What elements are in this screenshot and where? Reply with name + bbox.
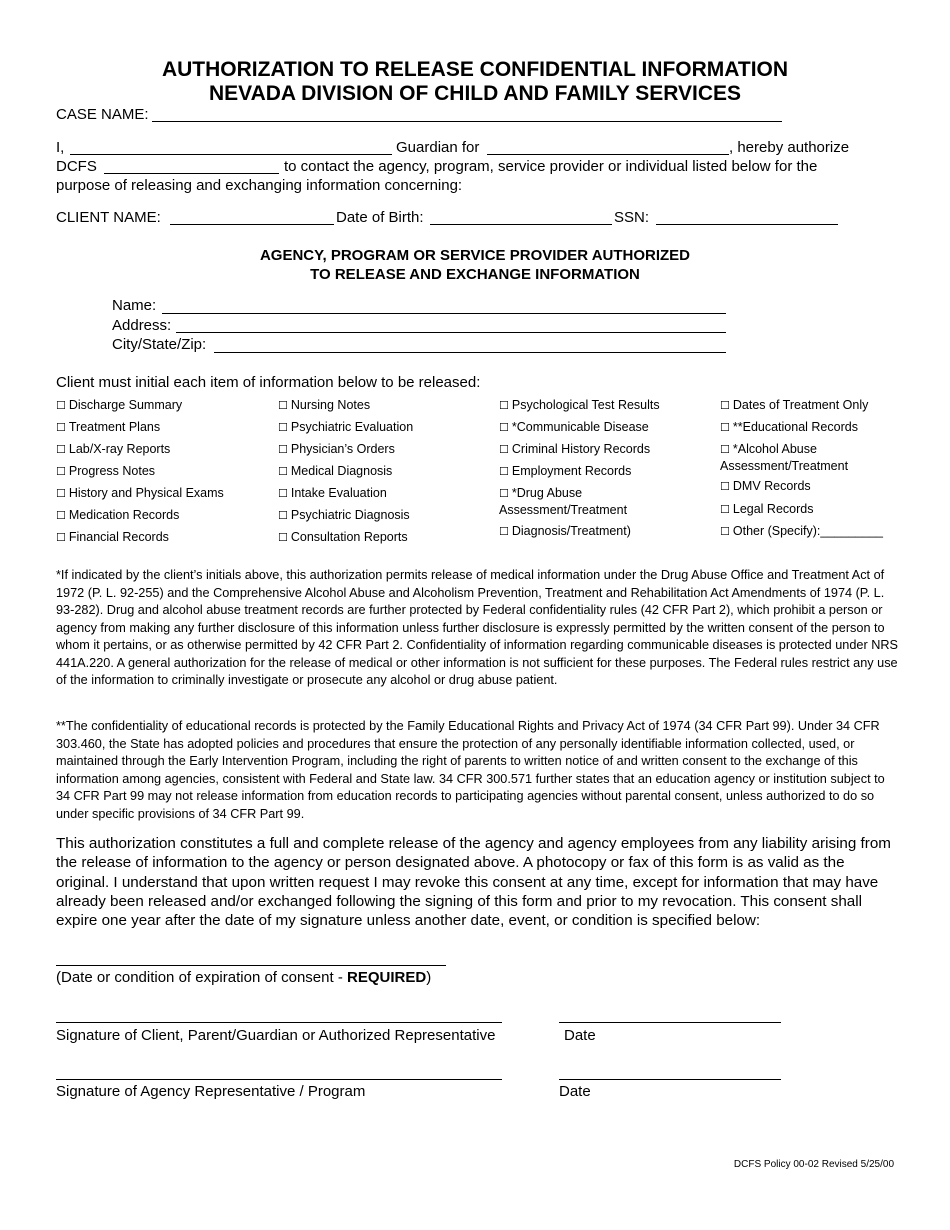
ssn-field[interactable] [656,224,838,225]
agency-city-field[interactable] [214,352,726,353]
expiration-required: REQUIRED [347,969,427,986]
agency-name-field[interactable] [162,313,726,314]
checkbox-label: Intake Evaluation [290,486,387,500]
checkbox-label: Nursing Notes [290,398,371,412]
checkbox-label: Progress Notes [68,464,156,478]
checkbox-label-continuation: Assessment/Treatment [720,459,849,473]
checkbox-item[interactable] [720,398,868,413]
checkbox-item[interactable] [56,530,169,545]
checkbox-label: Criminal History Records [511,442,651,456]
checkbox-icon[interactable]: ☐ [499,421,509,434]
client-date-label: Date [564,1027,596,1044]
hereby-authorize-label: , hereby authorize [729,139,850,156]
drug-alcohol-notice: *If indicated by the client’s initials above, this authorization permits release of medical information under the Drug Abuse Office and Treatment Act of 1972 (P. L. 92-255) and the Comprehensive Alcohol Abuse and Alcoholism Prevention, Treatment and Rehabilitation Act Amendments of 1974 (P. L. 93-282). Drug and alcohol abuse treatment records are further protected by Federal confidentiality rules (42 CFR Part 2), which prohibit a person or agency from making any further disclosure of this information unless further disclosure is expressly permitted by the written consent of the person to whom it pertains, or as otherwise permitted by 42 CFR Part 2. Confidentiality of information regarding communicable diseases is protected under NRS 441A.220. A general authorization for the release of medical or other information is not sufficient for these purposes. The Federal rules restrict any use of the information to criminally investigate or prosecute any alcohol or drug abuse patient. [56,568,898,687]
guardian-name-field[interactable] [70,154,392,155]
checkbox-label: *Alcohol Abuse [732,442,817,456]
checkbox-icon[interactable]: ☐ [499,399,509,412]
dob-field[interactable] [430,224,612,225]
checkbox-item[interactable] [499,486,582,501]
checkbox-icon[interactable]: ☐ [278,531,288,544]
checkbox-item[interactable] [278,398,370,413]
checkbox-item[interactable] [499,420,649,435]
checkbox-icon[interactable]: ☐ [56,509,66,522]
agency-date-field[interactable] [559,1079,781,1080]
checkbox-item[interactable] [56,508,179,523]
checkbox-item[interactable] [56,464,155,479]
contact-text: to contact the agency, program, service provider or individual listed below for the [284,158,818,175]
purpose-text: purpose of releasing and exchanging information concerning: [56,177,463,194]
checkbox-item[interactable] [720,524,883,539]
checkbox-item[interactable] [720,479,811,494]
checkbox-icon[interactable]: ☐ [720,399,730,412]
checkbox-item[interactable] [56,398,182,413]
checkbox-label: Other (Specify):_________ [732,524,883,538]
checkbox-icon[interactable]: ☐ [278,465,288,478]
checkbox-label: Psychiatric Evaluation [290,420,414,434]
checkbox-icon[interactable]: ☐ [720,421,730,434]
client-signature-label: Signature of Client, Parent/Guardian or Authorized Representative [56,1027,496,1044]
checkbox-item[interactable] [499,524,631,539]
checkbox-icon[interactable]: ☐ [499,465,509,478]
checkbox-icon[interactable]: ☐ [56,487,66,500]
agency-signature-field[interactable] [56,1079,502,1080]
checkbox-label: Physician’s Orders [290,442,395,456]
checkbox-label: Employment Records [511,464,632,478]
checkbox-item[interactable] [278,508,410,523]
checkbox-item[interactable] [499,464,631,479]
checkbox-icon[interactable]: ☐ [499,443,509,456]
checkbox-icon[interactable]: ☐ [56,531,66,544]
expiration-label-prefix: (Date or condition of expiration of consent - [56,969,347,986]
checkbox-icon[interactable]: ☐ [720,480,730,493]
checkbox-item[interactable] [278,530,408,545]
checkbox-icon[interactable]: ☐ [499,487,509,500]
guardian-for-label: Guardian for [396,139,480,156]
checkbox-label: Psychiatric Diagnosis [290,508,410,522]
checkbox-label: Treatment Plans [68,420,161,434]
checkbox-item[interactable] [278,442,395,457]
policy-footer: DCFS Policy 00-02 Revised 5/25/00 [733,1159,894,1170]
checkbox-icon[interactable]: ☐ [720,503,730,516]
checkbox-item[interactable] [499,442,650,457]
checkbox-label: Medication Records [68,508,180,522]
checkbox-item[interactable] [56,420,160,435]
agency-city-label: City/State/Zip: [112,336,207,353]
dcfs-label: DCFS [56,158,97,175]
checkbox-item[interactable] [720,442,817,457]
checkbox-label: *Drug Abuse [511,486,583,500]
checkbox-icon[interactable]: ☐ [278,487,288,500]
checkbox-item[interactable] [56,442,170,457]
checkbox-label-continuation: Assessment/Treatment [499,503,628,517]
checkbox-icon[interactable]: ☐ [499,525,509,538]
agency-heading-line2: TO RELEASE AND EXCHANGE INFORMATION [310,266,640,283]
checkbox-label: Psychological Test Results [511,398,660,412]
agency-name-label: Name: [112,297,157,314]
items-instruction: Client must initial each item of information below to be released: [56,374,481,391]
checkbox-label: Consultation Reports [290,530,408,544]
agency-address-label: Address: [112,317,172,334]
agency-address-field[interactable] [176,332,726,333]
checkbox-label: *Communicable Disease [511,420,649,434]
client-name-field[interactable] [170,224,334,225]
checkbox-icon[interactable]: ☐ [278,421,288,434]
ssn-label: SSN: [614,209,650,226]
dob-label: Date of Birth: [336,209,424,226]
agency-heading-line1: AGENCY, PROGRAM OR SERVICE PROVIDER AUTHORIZED [259,247,691,264]
checkbox-label: Dates of Treatment Only [732,398,869,412]
checkbox-icon[interactable]: ☐ [278,399,288,412]
release-statement: This authorization constitutes a full and complete release of the agency and agency employees from any liability arising from the release of information to the agency or person designated above. A photocopy or fax of this form is as valid as the original. I understand that upon written request I may revoke this consent at any time, except for information that may have already been released and/or exchanged following the signing of this form and prior to my revocation. This consent shall expire one year after the date of my signature unless another date, event, or condition is specified below: [56,835,891,930]
checkbox-icon[interactable]: ☐ [56,421,66,434]
checkbox-label: Discharge Summary [68,398,183,412]
client-signature-field[interactable] [56,1022,502,1023]
checkbox-item[interactable] [278,486,387,501]
i-label: I, [56,139,65,156]
form-title-line2: NEVADA DIVISION OF CHILD AND FAMILY SERVICES [208,82,742,105]
checkbox-icon[interactable]: ☐ [720,443,730,456]
checkbox-item[interactable] [720,420,858,435]
expiration-label-suffix: ) [426,969,432,986]
checkbox-label: Medical Diagnosis [290,464,393,478]
checkbox-item[interactable] [56,486,224,501]
case-name-field[interactable] [152,121,782,122]
agency-date-label: Date [559,1083,591,1100]
client-date-field[interactable] [559,1022,781,1023]
expiration-field[interactable] [56,965,446,966]
guardian-for-field[interactable] [487,154,729,155]
case-name-label: CASE NAME: [56,106,149,123]
checkbox-item[interactable] [499,398,660,413]
checkbox-icon[interactable]: ☐ [56,399,66,412]
expiration-label [56,969,431,987]
checkbox-icon[interactable]: ☐ [278,509,288,522]
checkbox-label: Financial Records [68,530,169,544]
checkbox-label: **Educational Records [732,420,858,434]
checkbox-label: History and Physical Exams [68,486,224,500]
agency-signature-label: Signature of Agency Representative / Program [56,1083,366,1100]
checkbox-label: DMV Records [732,479,811,493]
checkbox-label: Legal Records [732,502,814,516]
dcfs-office-field[interactable] [104,173,279,174]
form-title-line1: AUTHORIZATION TO RELEASE CONFIDENTIAL INFORMATION [161,58,789,81]
checkbox-item[interactable] [278,464,392,479]
client-name-label: CLIENT NAME: [56,209,161,226]
checkbox-label: Diagnosis/Treatment) [511,524,631,538]
checkbox-icon[interactable]: ☐ [720,525,730,538]
checkbox-label: Lab/X-ray Reports [68,442,171,456]
checkbox-icon[interactable]: ☐ [278,443,288,456]
checkbox-icon[interactable]: ☐ [56,465,66,478]
checkbox-item[interactable] [720,502,813,517]
educational-notice: **The confidentiality of educational records is protected by the Family Educational Rights and Privacy Act of 1974 (34 CFR Part 99). Under 34 CFR 303.460, the State has adopted policies and procedures that ensure the protection of any personally identifiable information collected, used, or maintained through the Early Intervention Program, including the right of parents to written notice of and written consent to the exchange of this information among agencies, consistent with Federal and State law. 34 CFR 300.571 further states that an education agency or institution subject to 34 CFR Part 99 may not release information from education records to participating agencies without parental consent, unless authorized to do so under specific provisions of 34 CFR Part 99. [56,719,885,821]
checkbox-icon[interactable]: ☐ [56,443,66,456]
checkbox-item[interactable] [278,420,413,435]
